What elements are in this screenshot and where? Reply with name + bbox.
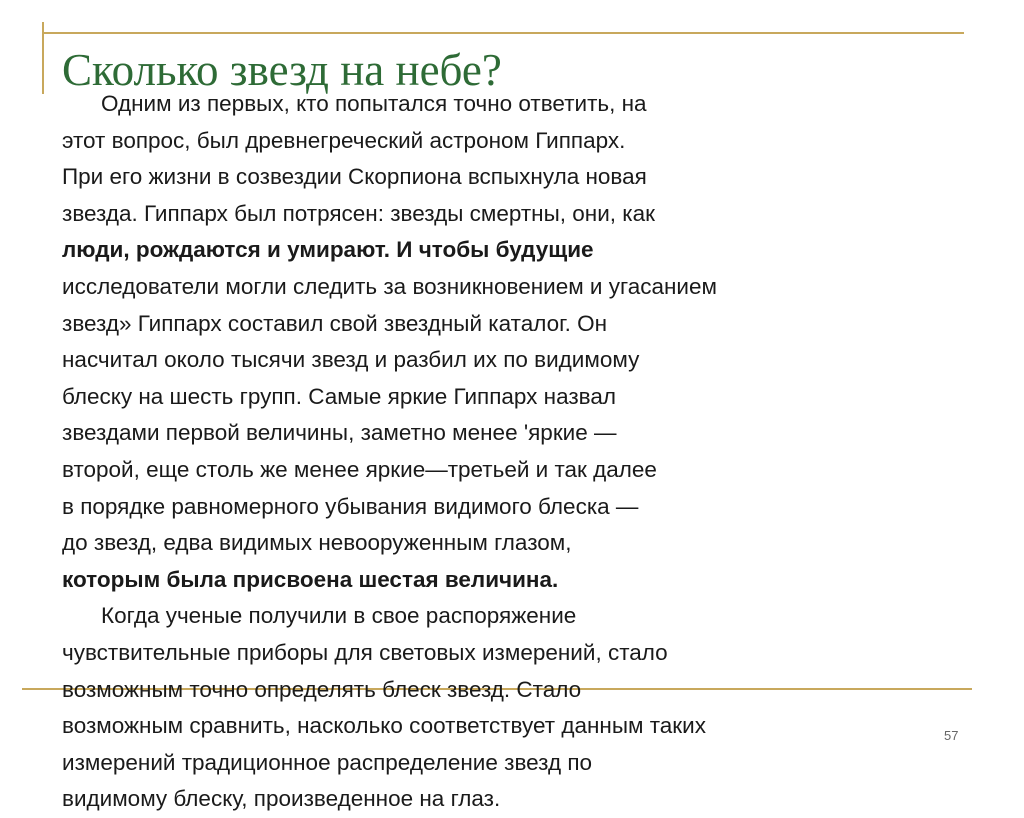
top-rule [42,32,964,34]
body-line: звезд» Гиппарх составил свой звездный каталог. Он [62,310,608,336]
body-line: Одним из первых, кто попытался точно ответить, на [101,91,647,116]
body-line: При его жизни в созвездии Скорпиона вспыхнула новая [62,164,647,190]
body-line: исследователи могли следить за возникновением и угасанием [62,273,717,299]
body-line: звезда. Гиппарх был потрясен: звезды смертны, они, как [62,200,655,226]
body-line: люди, рождаются и умирают. И чтобы будущие [62,237,594,263]
body-line: чувствительные приборы для световых измерений, стало [62,639,668,665]
body-line: до звезд, едва видимых невооруженным глазом, [62,530,572,556]
body-line: Когда ученые получили в свое распоряжение [101,603,577,629]
body-line: блеску на шесть групп. Самые яркие Гиппарх назвал [62,383,617,409]
body-line: насчитал около тысячи звезд и разбил их по видимому [62,347,640,373]
body-line: возможным сравнить, насколько соответствует данным таких [62,713,706,739]
body-line: которым была присвоена шестая величина. [62,566,559,592]
slide-body [62,86,962,818]
body-line: возможным точно определять блеск звезд. Стало [62,676,582,702]
body-line: в порядке равномерного убывания видимого блеска — [62,493,639,519]
body-line: этот вопрос, был древнегреческий астроном Гиппарх. [62,127,626,153]
body-line: второй, еще столь же менее яркие—третьей и так далее [62,456,657,482]
body-line: видимому блеску, произведенное на глаз. [62,786,501,812]
page-number: 57 [944,728,959,743]
body-line: измерений традиционное распределение звезд по [62,749,593,775]
left-rule [42,22,44,94]
body-line: звездами первой величины, заметно менее 'яркие — [62,420,617,446]
slide-title: Сколько звезд на небе? [62,45,502,95]
